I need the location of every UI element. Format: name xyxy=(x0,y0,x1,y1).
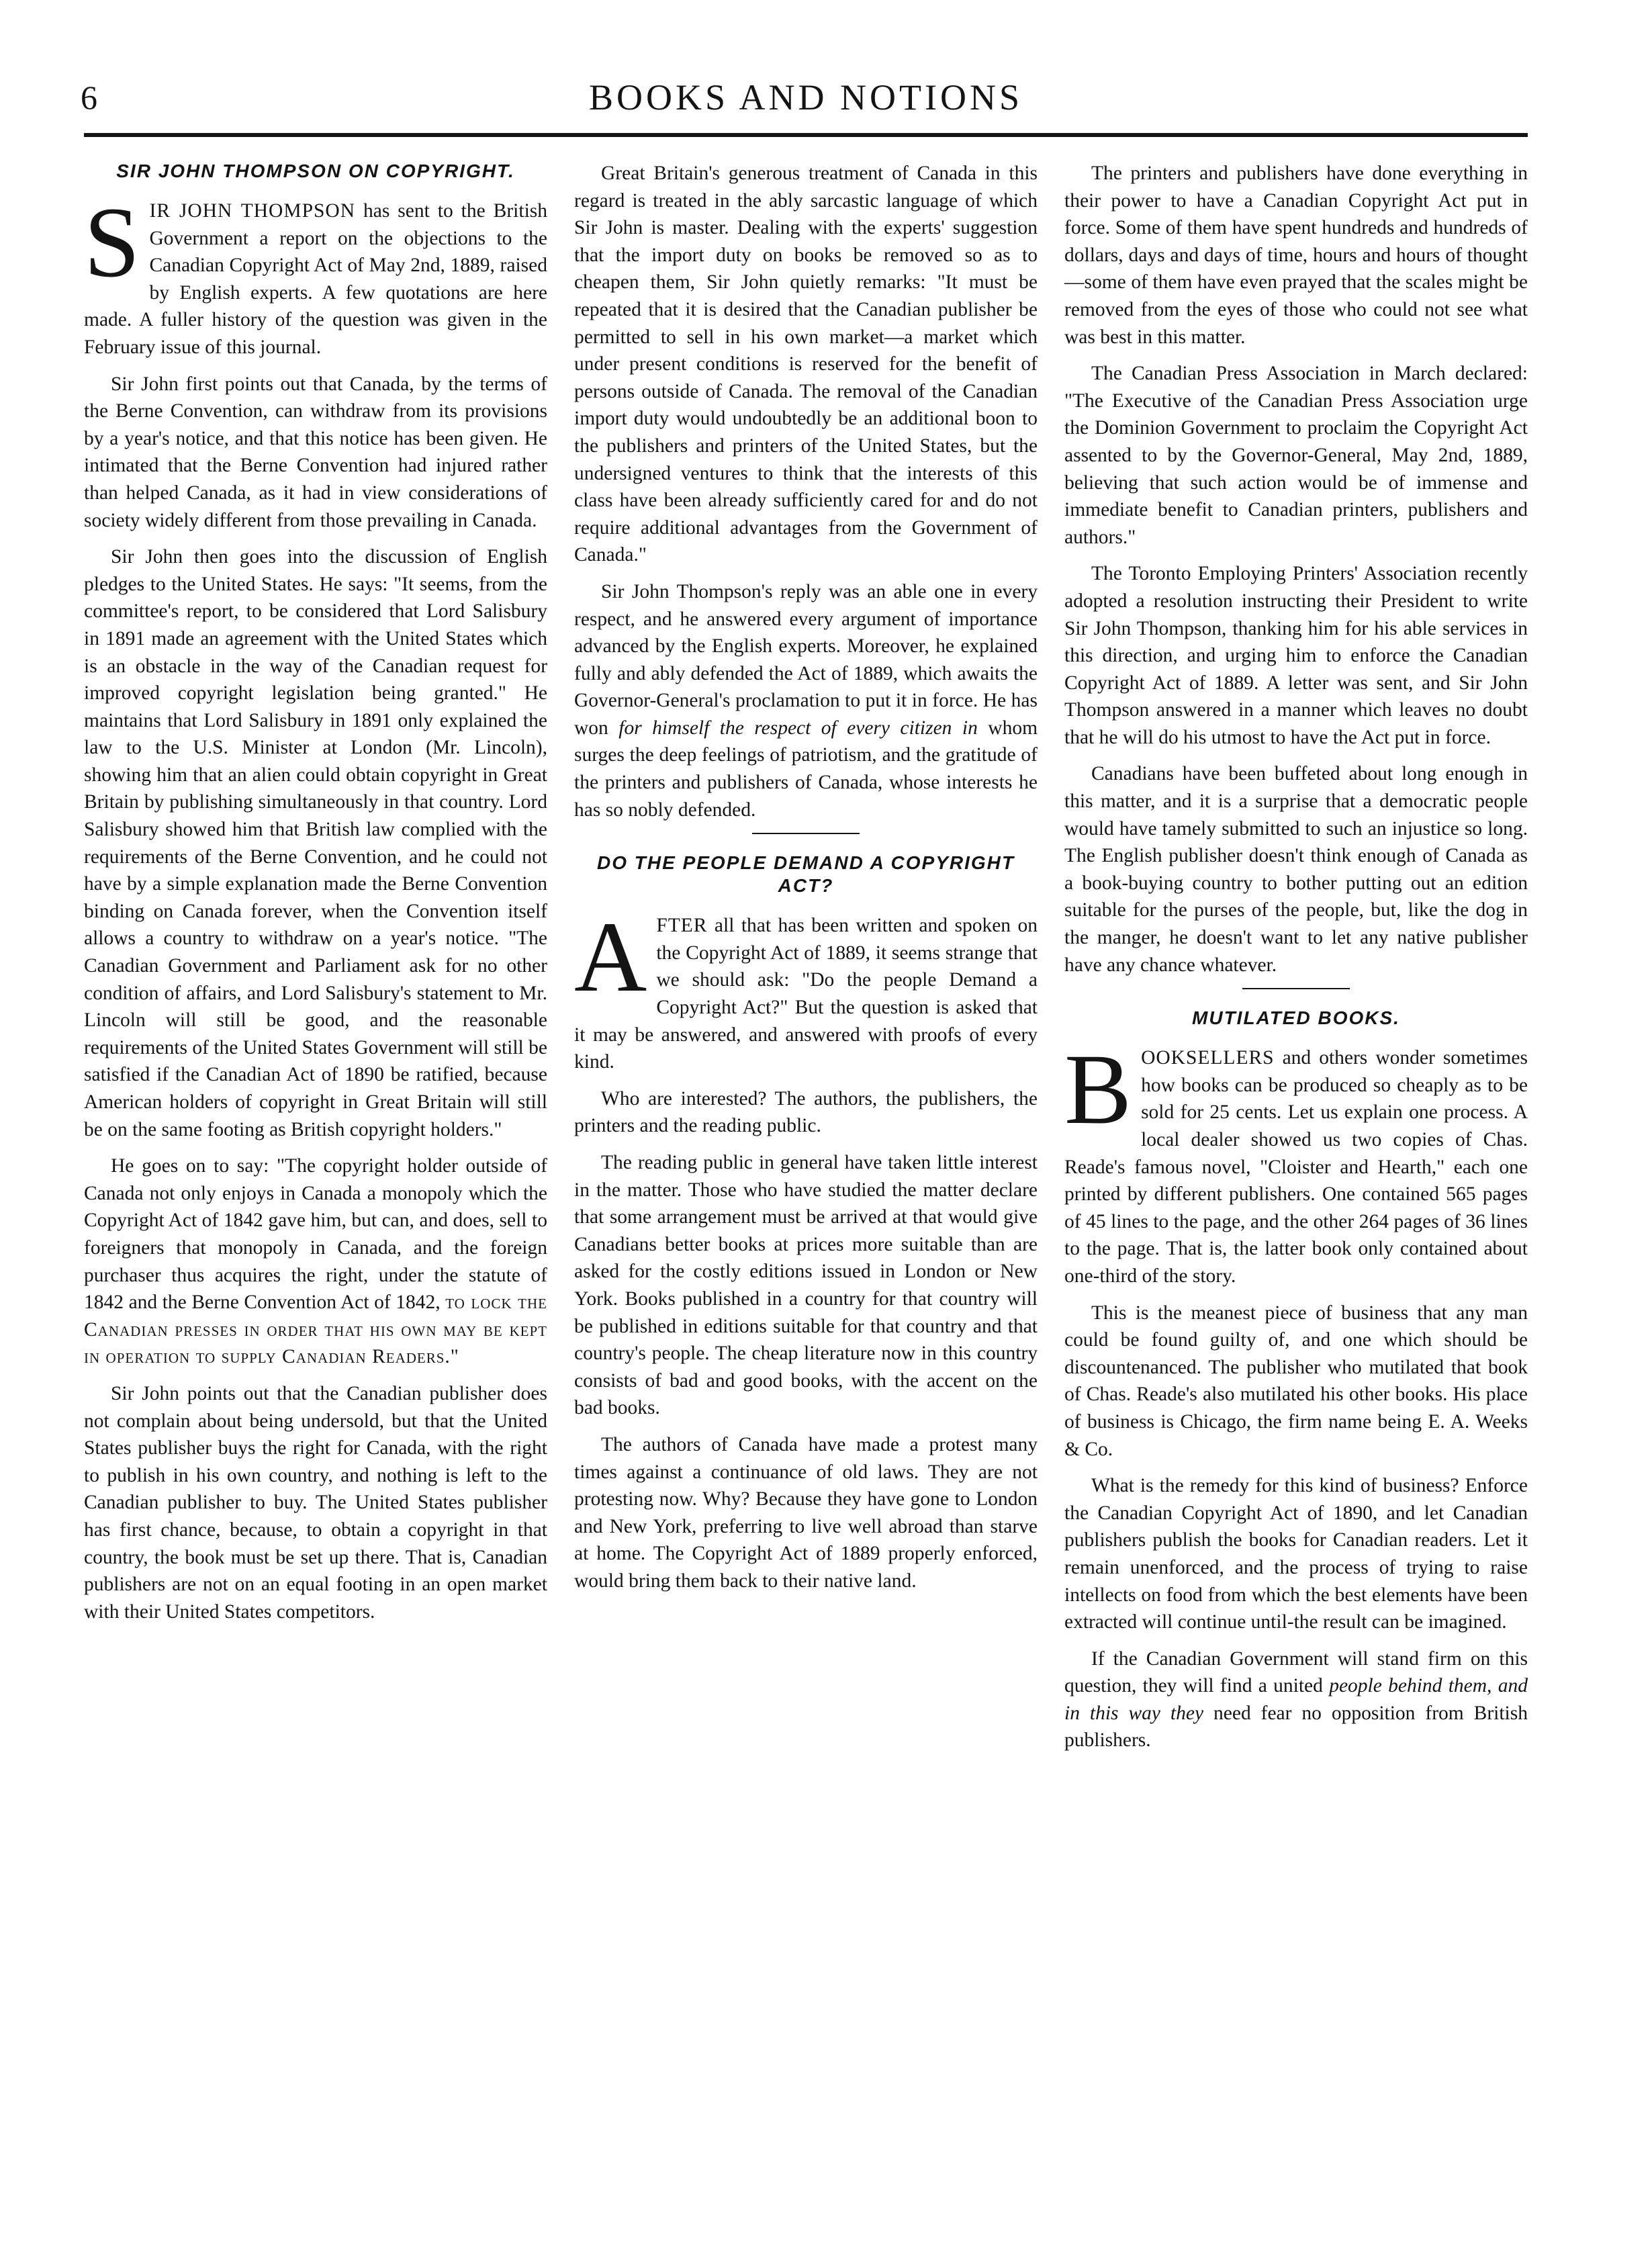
section-divider xyxy=(1242,988,1350,989)
drop-cap: A xyxy=(574,901,647,1013)
article-demand-paragraph: The Canadian Press Association in March declared: "The Executive of the Canadian Press Association urge the Dominion Government to proclaim the Copyright Act assented to by the Governor-General, May 2nd, 1889, believing that such action would be of immense and immediate benefit to Canadian printers, publishers and authors." xyxy=(1064,363,1528,548)
article-heading-demand: DO THE PEOPLE DEMAND A COPYRIGHT ACT? xyxy=(597,852,1015,897)
section-divider xyxy=(752,833,860,834)
lead-in: OOKSELLERS xyxy=(1141,1047,1275,1069)
paragraph-text: need fear no opposition from British publishers. xyxy=(1064,1702,1528,1752)
article-demand-paragraph: Canadians have been buffeted about long enough in this matter, and it is a surprise that a democratic people would have tamely submitted to such an injustice so long. The English publisher doesn't think enough of Canada as a book-buying country to bother putting out an edition suitable for the purses of the people, but, like the dog in the manger, he doesn't want to let any native publisher have any chance whatever. xyxy=(1064,763,1528,976)
article-mutilated-paragraph: What is the remedy for this kind of business? Enforce the Canadian Copyright Act of 1890, and let Canadian publishers publish the books for Canadian readers. Let it remain unenforced, and the process of trying to raise intellects on food from which the best elements have been extracted will continue until-the result can be imagined. xyxy=(1064,1475,1528,1633)
article-demand-paragraph xyxy=(574,901,1038,1076)
paragraph-text: " xyxy=(450,1346,459,1368)
page-header xyxy=(81,75,1531,129)
article-demand-paragraph: The reading public in general have taken little interest in the matter. Those who have studied the matter declare that some arrangement must be arrived at that would give Canadians better books at prices more suitable than are asked for the costly editions issued in London or New York. Books published in a country for that country will be published in editions suitable for that country and that country's people. The cheap literature now in this country consists of bad and good books, with the accent on the bad books. xyxy=(574,1152,1038,1419)
article-thompson-paragraph xyxy=(84,1152,547,1371)
article-thompson-paragraph: Sir John then goes into the discussion of English pledges to the United States. He says: "It seems, from the committee's report, to be considered that Lord Salisbury in 1891 made an agreement with the United States which is an obstacle in the way of the Canadian request for improved copyright legislation being granted." He maintains that Lord Salisbury in 1891 only explained the law to the U.S. Minister at London (Mr. Lincoln), showing him that an alien could obtain copyright in Great Britain by publishing simultaneously in that country. Lord Salisbury showed him that British law complied with the requirements of the Berne Convention, and he could not have by a simple explanation made the Berne Convention binding on Canada forever, when the Convention itself allows a country to withdraw on a year's notice. "The Canadian Government and Parliament ask for no other condition of affairs, and Lord Salisbury's statement to Mr. Lincoln will still be good, and the reasonable requirements of the United States Government will still be satisfied if the Canadian Act of 1890 be ratified, because American holders of copyright in Great Britain will still be on the same footing as British copyright holders." xyxy=(84,546,547,1140)
drop-cap: S xyxy=(84,187,140,298)
paragraph-text: He goes on to say: "The copyright holder outside of Canada not only enjoys in Canada a monopoly which the Copyright Act of 1842 gave him, but can, and does, sell to foreigners that monopoly in Canada, and the foreign purchaser thus acquires the right, under the statute of 1842 and the Berne Convention Act of 1842, xyxy=(84,1155,547,1314)
article-mutilated-paragraph xyxy=(1064,1645,1528,1754)
page-number: 6 xyxy=(81,79,97,116)
paragraph-text: If the Canadian Government will stand firm on this question, they will find a united xyxy=(1064,1647,1528,1697)
article-mutilated-paragraph xyxy=(1064,1034,1528,1289)
header-rule xyxy=(84,133,1528,137)
paragraph-text: whom surges the deep feelings of patriotism, and the gratitude of the printers and publishers of Canada, whose interests he has so nobly defended. xyxy=(574,717,1038,821)
article-thompson-paragraph: Great Britain's generous treatment of Canada in this regard is treated in the ably sarcastic language of which Sir John is master. Dealing with the experts' suggestion that the import duty on books be removed so as to cheapen them, Sir John quietly remarks: "It must be repeated that it is desired that the Canadian publisher be permitted to sell in his own market—a market which under present conditions is reserved for the benefit of persons outside of Canada. The removal of the Canadian import duty would undoubtedly be an additional boon to the publishers and printers of the United States, but the undersigned ventures to think that the interests of this class have been already sufficiently cared for and do not require additional advantages from the Government of Canada." xyxy=(574,163,1038,566)
lead-in: IR JOHN THOMPSON xyxy=(149,200,356,222)
emphasis-text: for himself the respect of every citizen in xyxy=(618,717,978,739)
column-2 xyxy=(574,160,1038,1604)
article-heading-mutilated: MUTILATED BOOKS. xyxy=(1192,1007,1400,1029)
column-3 xyxy=(1064,160,1528,1764)
article-thompson-paragraph: Sir John points out that the Canadian publisher does not complain about being undersold, but that the United States publisher buys the right for Canada, with the right to publish in his own country, and nothing is left to the Canadian publisher to buy. The United States publisher has first chance, because, to obtain a copyright in that country, the book must be set up there. That is, Canadian publishers are not on an equal footing in an open market with their United States competitors. xyxy=(84,1382,547,1623)
emphasis-text: people behind them, and in this way they xyxy=(1064,1675,1528,1724)
running-title: BOOKS AND NOTIONS xyxy=(588,77,1023,118)
article-demand-paragraph: Who are interested? The authors, the publishers, the printers and the reading public. xyxy=(574,1087,1038,1137)
article-demand-paragraph: The printers and publishers have done everything in their power to have a Canadian Copyright Act put in force. Some of them have spent hundreds and hundreds of dollars, days and days of time, hours and hours of thought—some of them have even prayed that the scales might be removed from the eyes of those who could not see what was best in this matter. xyxy=(1064,163,1528,348)
smallcaps-text: to lock the Canadian presses in order that his own may be kept in operation to supply Canadian Readers. xyxy=(84,1292,547,1368)
column-1 xyxy=(84,160,547,1635)
paragraph-text: Sir John Thompson's reply was an able one in every respect, and he answered every argument of importance advanced by the English experts. Moreover, he explained fully and ably defended the Act of 1889, which awaits the Governor-General's proclamation to put it in force. He has won xyxy=(574,580,1038,739)
article-demand-paragraph: The authors of Canada have made a protest many times against a continuance of old laws. They are not protesting now. Why? Because they have gone to London and New York, preferring to live well abroad than starve at home. The Copyright Act of 1889 properly enforced, would bring them back to their native land. xyxy=(574,1433,1038,1592)
drop-cap: B xyxy=(1064,1034,1132,1146)
paragraph-text: all that has been written and spoken on the Copyright Act of 1889, it seems strange that we should ask: "Do the people Demand a Copyright Act?" But the question is asked that it may be answered, and answered with proofs of every kind. xyxy=(574,915,1038,1073)
article-demand-paragraph: The Toronto Employing Printers' Association recently adopted a resolution instructing their President to write Sir John Thompson, thanking him for his able services in this direction, and urging him to enforce the Canadian Copyright Act of 1889. A letter was sent, and Sir John Thompson answered in a manner which leaves no doubt that he will do his utmost to have the Act put in force. xyxy=(1064,563,1528,748)
article-thompson-paragraph xyxy=(574,578,1038,823)
paragraph-text: and others wonder sometimes how books can be produced so cheaply as to be sold for 25 cents. Let us explain one process. A local dealer showed us two copies of Chas. Reade's famous novel, "Cloister and Hearth," each one printed by different publishers. One contained 565 pages of 45 lines to the page, and the other 264 pages of 36 lines to the page. That is, the latter book only contained about one-third of the story. xyxy=(1064,1047,1528,1287)
article-thompson-paragraph xyxy=(84,187,547,361)
article-thompson-paragraph: Sir John first points out that Canada, by the terms of the Berne Convention, can withdraw from its provisions by a year's notice, and that this notice has been given. He intimated that the Berne Convention had injured rather than helped Canada, as it had in view considerations of society widely different from those prevailing in Canada. xyxy=(84,373,547,531)
paragraph-text: has sent to the British Government a report on the objections to the Canadian Copyright Act of May 2nd, 1889, raised by English experts. A few quotations are here made. A fuller history of the question was given in the February issue of this journal. xyxy=(84,200,547,358)
lead-in: FTER xyxy=(656,915,708,937)
article-heading-thompson: SIR JOHN THOMPSON ON COPYRIGHT. xyxy=(116,161,515,181)
article-mutilated-paragraph: This is the meanest piece of business that any man could be found guilty of, and one which should be discountenanced. The publisher who mutilated that book of Chas. Reade's also mutilated his other books. His place of business is Chicago, the firm name being E. A. Weeks & Co. xyxy=(1064,1302,1528,1460)
